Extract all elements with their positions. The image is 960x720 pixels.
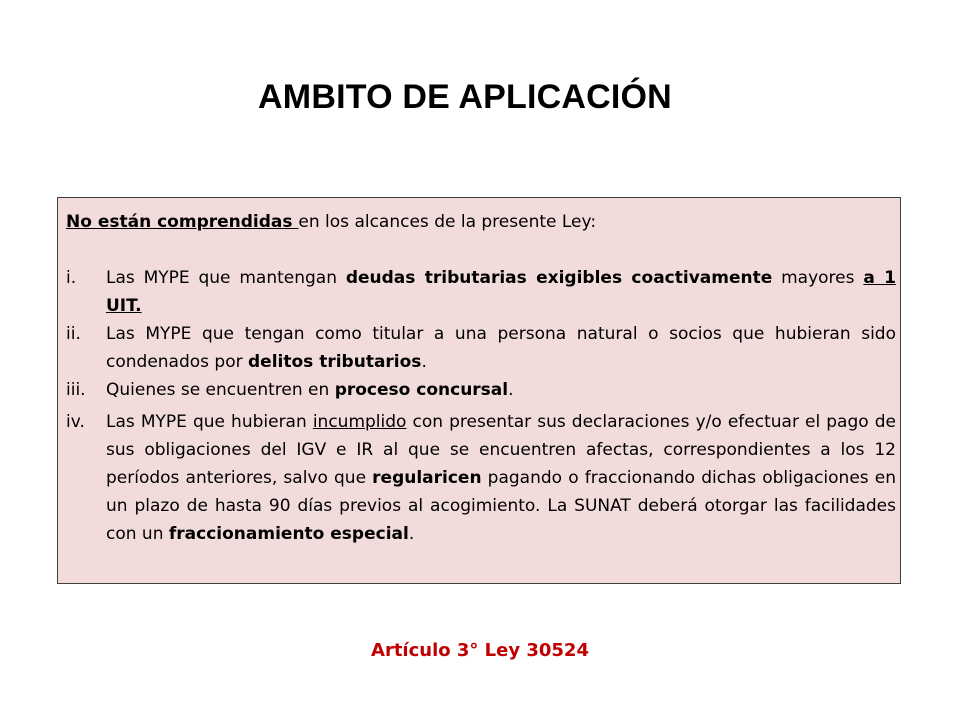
text-run: Las MYPE que mantengan bbox=[106, 268, 346, 288]
text-run-bold: delitos tributarios bbox=[248, 352, 422, 372]
text-run-bold: proceso concursal bbox=[334, 380, 509, 400]
text-run: pagando o fraccionando dichas obligaciones en un plazo de hasta 90 días previos al acogimiento. La SUNAT deberá otorgar las facilidades con un bbox=[106, 468, 896, 544]
page-title: AMBITO DE APLICACIÓN bbox=[258, 78, 672, 116]
intro-bold-underlined: No están comprendidas bbox=[66, 212, 299, 232]
text-run-bold: regularicen bbox=[372, 468, 482, 488]
text-run-bold: deudas tributarias exigibles coactivamente bbox=[345, 268, 773, 288]
text-run: mayores bbox=[772, 268, 864, 288]
text-run: . bbox=[421, 352, 427, 372]
list-item-text bbox=[106, 408, 896, 548]
list-item-ii bbox=[66, 320, 896, 376]
footer-citation: Artículo 3° Ley 30524 bbox=[371, 640, 589, 661]
text-run: Las MYPE que tengan como titular a una persona natural o socios que hubieran sido condenados por bbox=[106, 324, 896, 372]
text-run: con presentar sus declaraciones y/o efectuar el pago de sus obligaciones del IGV e IR al que se encuentren afectas, correspondientes a los 12 períodos anteriores, salvo que bbox=[106, 412, 896, 488]
text-run-bold-underlined: a 1 UIT. bbox=[106, 268, 896, 316]
list-item-text bbox=[106, 264, 896, 320]
list-item-text bbox=[106, 376, 896, 404]
list-item-text bbox=[106, 320, 896, 376]
text-run-underlined: incumplido bbox=[312, 412, 407, 432]
list-item-iii bbox=[66, 376, 896, 404]
intro-rest: en los alcances de la presente Ley: bbox=[298, 212, 597, 232]
text-run: . bbox=[408, 524, 415, 544]
text-run-bold: fraccionamiento especial bbox=[168, 524, 409, 544]
list-item-iv bbox=[66, 408, 896, 548]
list-item-number: ii. bbox=[66, 324, 81, 344]
list-item-number: iv. bbox=[66, 412, 85, 432]
text-run: Las MYPE que hubieran bbox=[106, 412, 313, 432]
text-run: Quienes se encuentren en bbox=[106, 380, 335, 400]
intro-text bbox=[66, 208, 896, 236]
list-item-number: i. bbox=[66, 268, 77, 288]
list-item-number: iii. bbox=[66, 380, 86, 400]
text-run: . bbox=[508, 380, 514, 400]
list-item-i bbox=[66, 264, 896, 320]
